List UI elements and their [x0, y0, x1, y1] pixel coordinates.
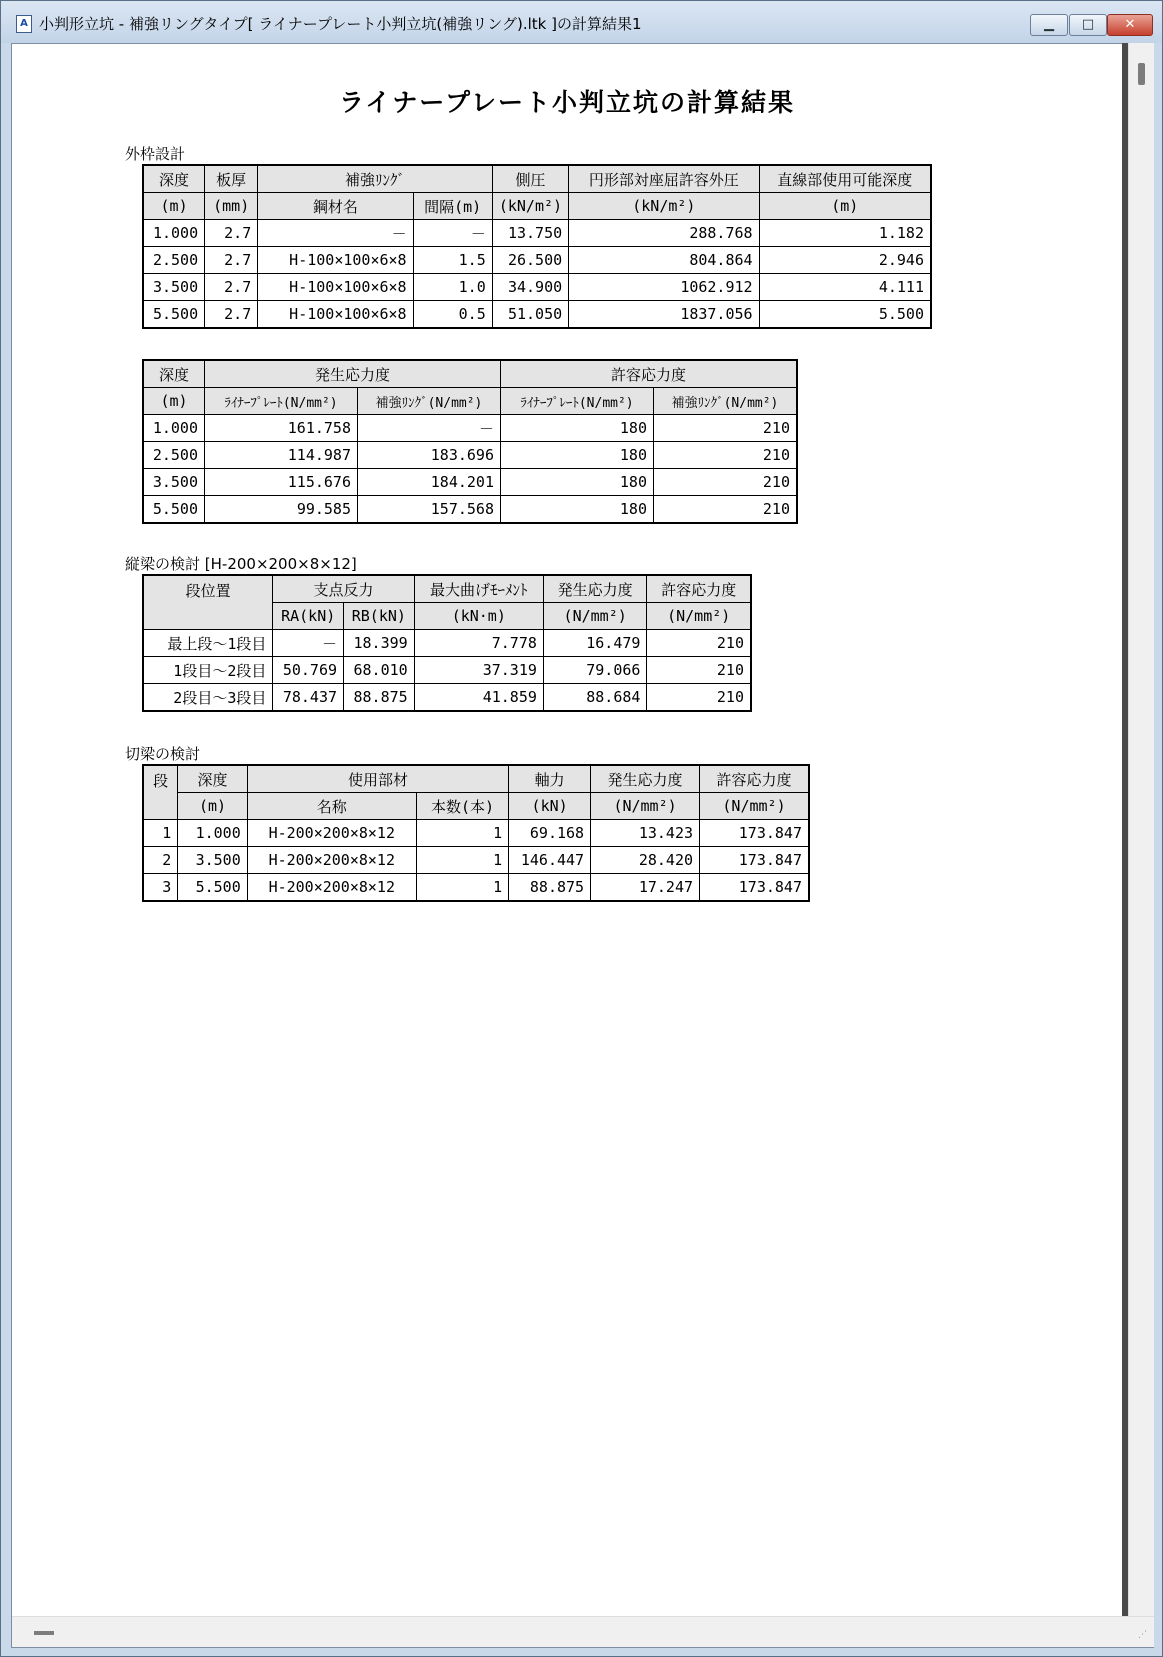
- cell-liner-occurring: 161.758: [205, 415, 358, 442]
- header-depth: 深度: [143, 165, 205, 193]
- cell-steel: H-100×100×6×8: [258, 274, 413, 301]
- cell-occurring: 79.066: [543, 657, 647, 684]
- table-row: [143, 820, 809, 847]
- cell-lateral: 13.750: [492, 220, 568, 247]
- header-name: 名称: [247, 793, 416, 820]
- outer-frame-stress-table: [142, 359, 798, 524]
- header-buckling-unit: (kN/m²): [569, 193, 759, 220]
- cell-stage: 2: [143, 847, 178, 874]
- table-row: [143, 684, 751, 712]
- cell-name: H-200×200×8×12: [247, 820, 416, 847]
- table-row: [143, 301, 931, 329]
- cell-depth: 2.500: [143, 247, 205, 274]
- cell-steel: H-100×100×6×8: [258, 301, 413, 329]
- cell-liner-occurring: 99.585: [205, 496, 358, 524]
- waler-table: [142, 574, 752, 712]
- header-member: 使用部材: [247, 765, 508, 793]
- cell-straight: 2.946: [759, 247, 931, 274]
- cell-reaction-a: 78.437: [273, 684, 344, 712]
- cell-straight: 4.111: [759, 274, 931, 301]
- vertical-scroll-thumb[interactable]: [1138, 63, 1145, 85]
- table-row: [143, 274, 931, 301]
- header-allowable-stress: 許容応力度: [647, 575, 751, 603]
- cell-ring-occurring: 157.568: [358, 496, 501, 524]
- header-occurring-stress: 発生応力度: [543, 575, 647, 603]
- table-row: [143, 469, 797, 496]
- strut-table: [142, 764, 810, 902]
- cell-spacing: 1.0: [413, 274, 492, 301]
- header-depth: 深度: [143, 360, 205, 388]
- header-depth-unit: (m): [143, 388, 205, 415]
- outer-frame-table: [142, 164, 932, 329]
- cell-steel: －: [258, 220, 413, 247]
- cell-name: H-200×200×8×12: [247, 874, 416, 902]
- section-title-strut: 切梁の検討: [125, 745, 201, 763]
- cell-reaction-b: 18.399: [344, 630, 415, 657]
- header-reaction-b: RB(kN): [344, 603, 415, 630]
- cell-allowable: 173.847: [700, 820, 809, 847]
- header-lateral: 側圧: [492, 165, 568, 193]
- header-stage: 段: [143, 765, 178, 820]
- section-title-waler: 縦梁の検討 [H-200×200×8×12]: [125, 555, 357, 573]
- header-lateral-unit: (kN/m²): [492, 193, 568, 220]
- minimize-button[interactable]: ▁: [1030, 14, 1068, 36]
- page-title: ライナープレート小判立坑の計算結果: [338, 88, 795, 117]
- cell-liner-allowable: 180: [501, 496, 654, 524]
- cell-axial: 69.168: [509, 820, 591, 847]
- header-axial: 軸力: [509, 765, 591, 793]
- cell-name: H-200×200×8×12: [247, 847, 416, 874]
- cell-buckling: 1837.056: [569, 301, 759, 329]
- cell-buckling: 804.864: [569, 247, 759, 274]
- cell-axial: 146.447: [509, 847, 591, 874]
- header-position: 段位置: [143, 575, 273, 630]
- cell-liner-allowable: 180: [501, 469, 654, 496]
- cell-moment: 37.319: [414, 657, 543, 684]
- header-count: 本数(本): [416, 793, 508, 820]
- cell-thickness: 2.7: [205, 301, 258, 329]
- cell-count: 1: [416, 820, 508, 847]
- header-steel: 鋼材名: [258, 193, 413, 220]
- cell-ring-allowable: 210: [654, 496, 798, 524]
- table-row: [143, 874, 809, 902]
- cell-allowable: 210: [647, 684, 751, 712]
- cell-stage: 1: [143, 820, 178, 847]
- header-reaction-a: RA(kN): [273, 603, 344, 630]
- cell-depth: 3.500: [143, 469, 205, 496]
- cell-depth: 1.000: [178, 820, 248, 847]
- cell-ring-occurring: －: [358, 415, 501, 442]
- header-depth-unit: (m): [143, 193, 205, 220]
- maximize-button[interactable]: □: [1069, 14, 1107, 36]
- title-bar[interactable]: [1, 1, 1162, 43]
- cell-reaction-a: 50.769: [273, 657, 344, 684]
- cell-straight: 1.182: [759, 220, 931, 247]
- header-moment: 最大曲げﾓｰﾒﾝﾄ: [414, 575, 543, 603]
- cell-straight: 5.500: [759, 301, 931, 329]
- header-liner-allowable: ﾗｲﾅｰﾌﾟﾚｰﾄ(N/mm²): [501, 388, 654, 415]
- cell-count: 1: [416, 874, 508, 902]
- vertical-scrollbar[interactable]: [1128, 43, 1154, 1616]
- horizontal-scroll-thumb[interactable]: [34, 1631, 54, 1635]
- cell-lateral: 51.050: [492, 301, 568, 329]
- header-ring-occurring: 補強ﾘﾝｸﾞ(N/mm²): [358, 388, 501, 415]
- header-spacing: 間隔(m): [413, 193, 492, 220]
- cell-spacing: 0.5: [413, 301, 492, 329]
- header-ring-allowable: 補強ﾘﾝｸﾞ(N/mm²): [654, 388, 798, 415]
- header-allowable-stress: 許容応力度: [501, 360, 798, 388]
- app-icon[interactable]: A: [16, 15, 32, 33]
- header-liner-occurring: ﾗｲﾅｰﾌﾟﾚｰﾄ(N/mm²): [205, 388, 358, 415]
- header-buckling: 円形部対座屈許容外圧: [569, 165, 759, 193]
- cell-occurring: 16.479: [543, 630, 647, 657]
- cell-thickness: 2.7: [205, 274, 258, 301]
- table-row: [143, 220, 931, 247]
- cell-allowable: 173.847: [700, 874, 809, 902]
- cell-ring-allowable: 210: [654, 415, 798, 442]
- header-straight-unit: (m): [759, 193, 931, 220]
- cell-buckling: 1062.912: [569, 274, 759, 301]
- report-page: [13, 45, 1121, 1615]
- cell-depth: 5.500: [143, 301, 205, 329]
- table-row: [143, 630, 751, 657]
- cell-lateral: 34.900: [492, 274, 568, 301]
- cell-ring-occurring: 184.201: [358, 469, 501, 496]
- cell-allowable: 210: [647, 657, 751, 684]
- cell-depth: 5.500: [178, 874, 248, 902]
- cell-allowable: 173.847: [700, 847, 809, 874]
- cell-liner-occurring: 115.676: [205, 469, 358, 496]
- horizontal-scrollbar[interactable]: [12, 1616, 1154, 1647]
- header-occurring-stress: 発生応力度: [591, 765, 700, 793]
- header-moment-unit: (kN·m): [414, 603, 543, 630]
- cell-ring-allowable: 210: [654, 442, 798, 469]
- cell-lateral: 26.500: [492, 247, 568, 274]
- cell-occurring: 13.423: [591, 820, 700, 847]
- header-depth-unit: (m): [178, 793, 248, 820]
- header-ring: 補強ﾘﾝｸﾞ: [258, 165, 493, 193]
- cell-liner-allowable: 180: [501, 415, 654, 442]
- cell-depth: 1.000: [143, 220, 205, 247]
- cell-position: 1段目～2段目: [143, 657, 273, 684]
- header-straight: 直線部使用可能深度: [759, 165, 931, 193]
- cell-depth: 3.500: [178, 847, 248, 874]
- table-row: [143, 442, 797, 469]
- cell-count: 1: [416, 847, 508, 874]
- header-allowable-unit: (N/mm²): [647, 603, 751, 630]
- cell-liner-allowable: 180: [501, 442, 654, 469]
- cell-reaction-b: 88.875: [344, 684, 415, 712]
- header-reaction: 支点反力: [273, 575, 414, 603]
- cell-spacing: 1.5: [413, 247, 492, 274]
- cell-ring-allowable: 210: [654, 469, 798, 496]
- cell-thickness: 2.7: [205, 247, 258, 274]
- cell-depth: 2.500: [143, 442, 205, 469]
- section-title-outer-frame: 外枠設計: [125, 145, 186, 163]
- cell-steel: H-100×100×6×8: [258, 247, 413, 274]
- cell-moment: 7.778: [414, 630, 543, 657]
- cell-depth: 3.500: [143, 274, 205, 301]
- header-occurring-unit: (N/mm²): [591, 793, 700, 820]
- cell-liner-occurring: 114.987: [205, 442, 358, 469]
- table-row: [143, 415, 797, 442]
- cell-occurring: 88.684: [543, 684, 647, 712]
- header-occurring-unit: (N/mm²): [543, 603, 647, 630]
- cell-reaction-a: －: [273, 630, 344, 657]
- table-row: [143, 657, 751, 684]
- cell-depth: 1.000: [143, 415, 205, 442]
- table-row: [143, 847, 809, 874]
- table-row: [143, 247, 931, 274]
- header-depth: 深度: [178, 765, 248, 793]
- cell-axial: 88.875: [509, 874, 591, 902]
- cell-depth: 5.500: [143, 496, 205, 524]
- table-row: [143, 496, 797, 524]
- cell-position: 最上段～1段目: [143, 630, 273, 657]
- cell-buckling: 288.768: [569, 220, 759, 247]
- resize-grip-icon[interactable]: ⋰: [1138, 1630, 1147, 1640]
- header-thickness-unit: (mm): [205, 193, 258, 220]
- cell-reaction-b: 68.010: [344, 657, 415, 684]
- cell-moment: 41.859: [414, 684, 543, 712]
- cell-occurring: 17.247: [591, 874, 700, 902]
- cell-allowable: 210: [647, 630, 751, 657]
- header-thickness: 板厚: [205, 165, 258, 193]
- header-occurring-stress: 発生応力度: [205, 360, 501, 388]
- cell-thickness: 2.7: [205, 220, 258, 247]
- window-title: 小判形立坑 - 補強リングタイプ[ ライナープレート小判立坑(補強リング).ltk ]の計算結果1: [39, 15, 642, 33]
- cell-occurring: 28.420: [591, 847, 700, 874]
- close-button[interactable]: ✕: [1107, 14, 1153, 36]
- cell-position: 2段目～3段目: [143, 684, 273, 712]
- header-allowable-stress: 許容応力度: [700, 765, 809, 793]
- cell-ring-occurring: 183.696: [358, 442, 501, 469]
- cell-stage: 3: [143, 874, 178, 902]
- cell-spacing: －: [413, 220, 492, 247]
- header-axial-unit: (kN): [509, 793, 591, 820]
- header-allowable-unit: (N/mm²): [700, 793, 809, 820]
